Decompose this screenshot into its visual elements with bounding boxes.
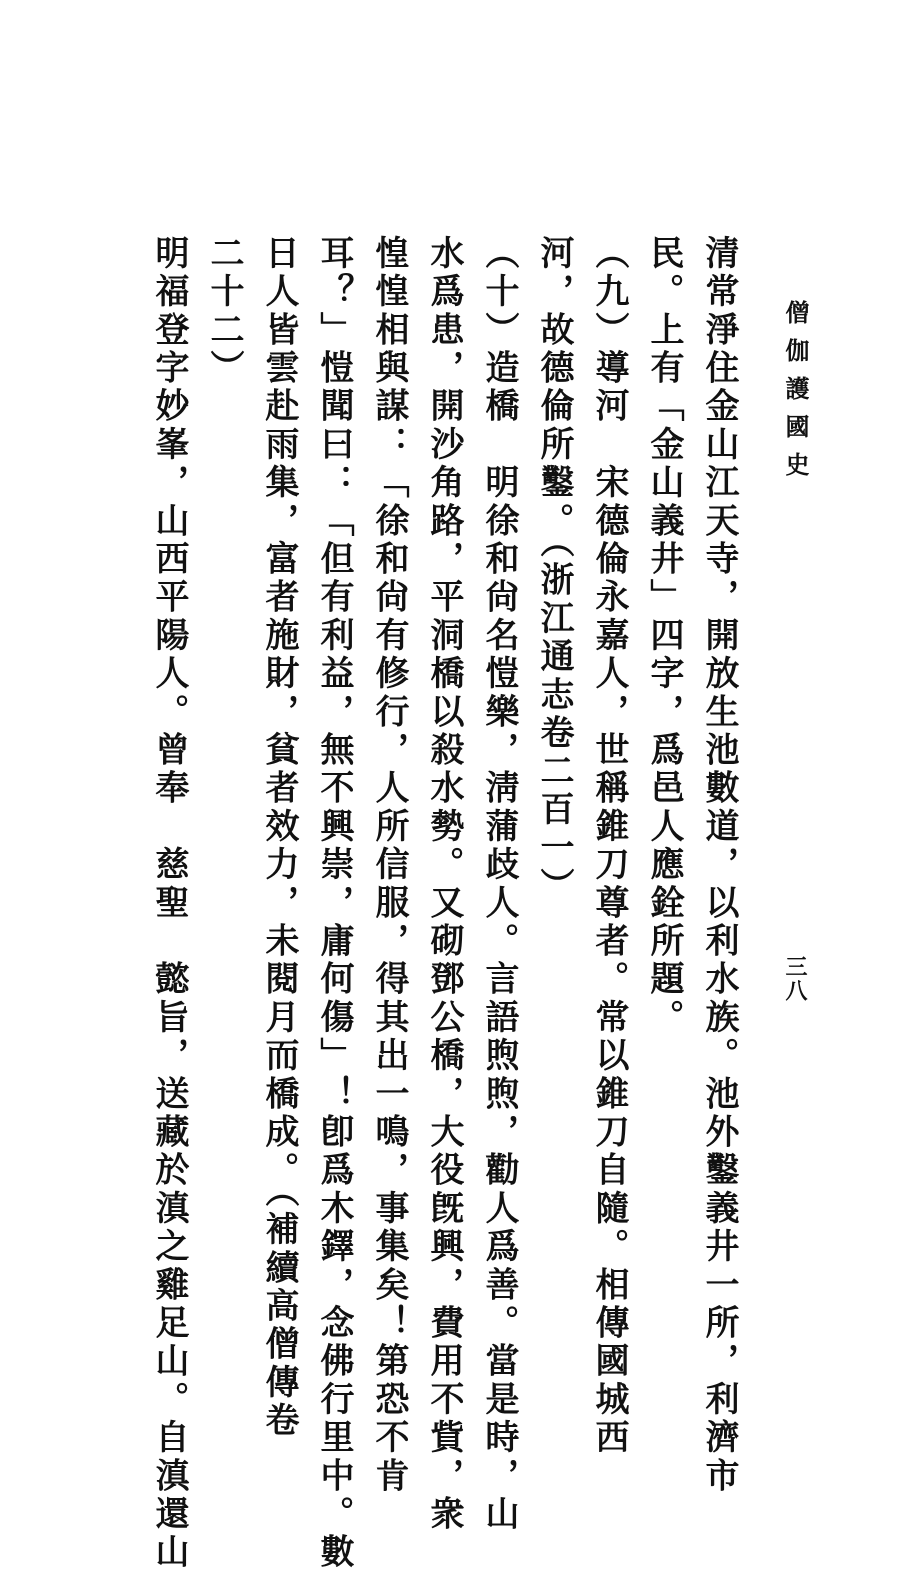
text-line-9: 日人皆雲赴雨集，富者施財，貧者效力，未閱月而橋成。（補續高僧傳卷 bbox=[259, 235, 299, 1441]
running-head-title: 僧伽護國史 bbox=[781, 300, 810, 490]
page-number: 三八 bbox=[782, 955, 808, 1003]
text-line-8: 耳？」愷聞曰：「但有利益，無不興崇，庸何傷」！卽爲木鐸，念佛行里中。數 bbox=[314, 235, 354, 1572]
text-line-4: 河，故德倫所鑿。（浙江通志卷二百一） bbox=[534, 235, 574, 906]
text-line-5: （十）造橋 明徐和尙名愷樂，淸蒲歧人。言語煦煦，勸人爲善。當是時，山 bbox=[479, 235, 519, 1534]
text-line-1: 清常淨住金山江天寺，開放生池數道，以利水族。池外鑿義井一所，利濟市 bbox=[699, 235, 739, 1496]
text-line-7: 惶惶相與謀：「徐和尙有修行，人所信服，得其出一鳴，事集矣！第恐不肯 bbox=[369, 235, 409, 1496]
text-line-6: 水爲患，開沙角路，平洞橋以殺水勢。又砌鄧公橋，大役旣興，費用不貲，衆 bbox=[424, 235, 464, 1534]
text-line-11: 明福登字妙峯，山西平陽人。曾奉 慈聖 懿旨，送藏於滇之雞足山。自滇還山 bbox=[149, 235, 189, 1572]
text-line-2: 民。上有「金山義井」四字，爲邑人應銓所題。 bbox=[644, 235, 684, 1038]
text-line-10: 二十二） bbox=[204, 235, 244, 388]
text-line-3: （九）導河 宋德倫永嘉人，世稱錐刀尊者。常以錐刀自隨。相傳國城西 bbox=[589, 235, 629, 1458]
